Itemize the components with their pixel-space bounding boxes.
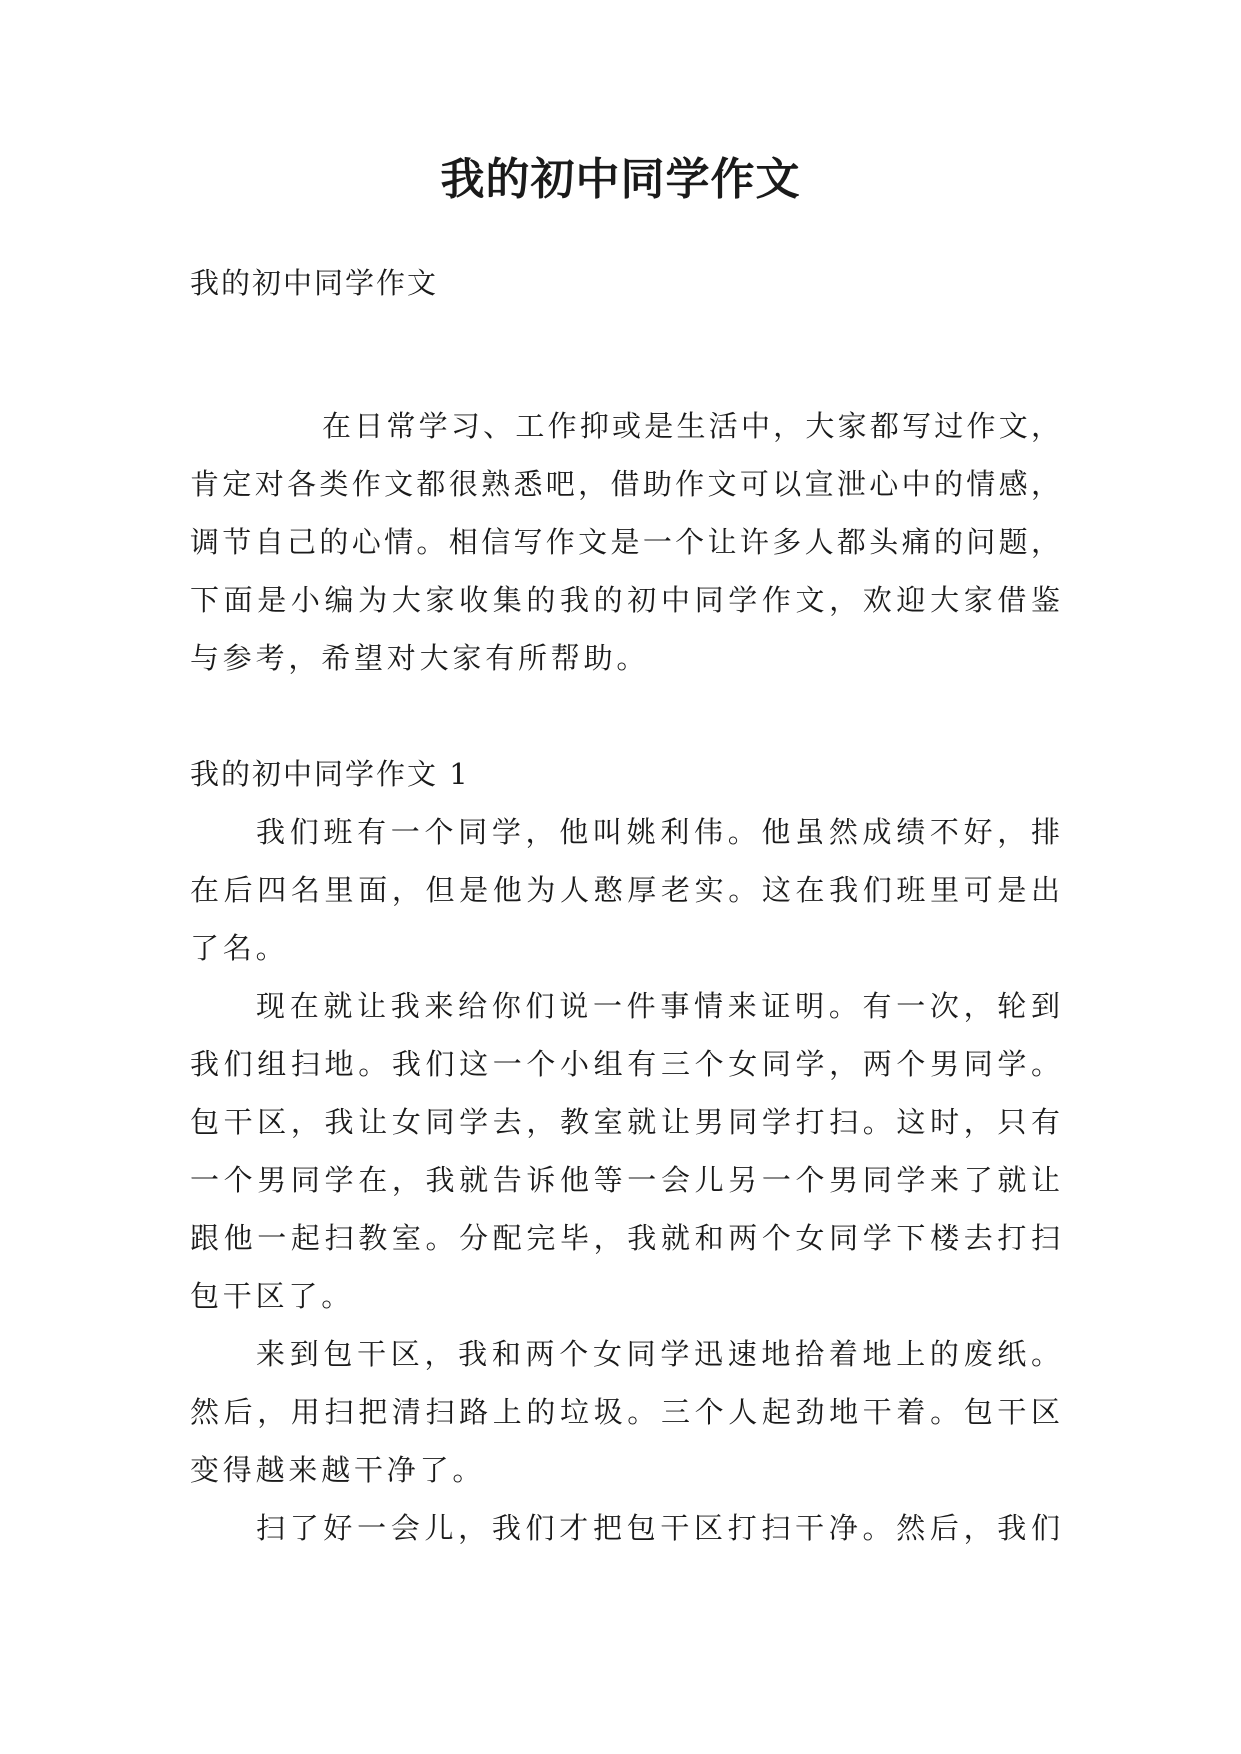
paragraph-line: 在后四名里面，但是他为人憨厚老实。这在我们班里可是出 — [190, 873, 1060, 907]
document-subtitle: 我的初中同学作文 — [190, 266, 439, 300]
paragraph-line: 包干区，我让女同学去，教室就让男同学打扫。这时，只有 — [190, 1105, 1060, 1139]
paragraph-line: 我们组扫地。我们这一个小组有三个女同学，两个男同学。 — [190, 1047, 1060, 1081]
section-heading: 我的初中同学作文 1 — [190, 757, 470, 791]
intro-line: 调节自己的心情。相信写作文是一个让许多人都头痛的问题， — [190, 525, 1060, 559]
paragraph-line: 我们班有一个同学，他叫姚利伟。他虽然成绩不好，排 — [256, 815, 1060, 849]
paragraph-line: 一个男同学在，我就告诉他等一会儿另一个男同学来了就让 — [190, 1163, 1060, 1197]
paragraph-line: 跟他一起扫教室。分配完毕，我就和两个女同学下楼去打扫 — [190, 1221, 1060, 1255]
intro-line: 在日常学习、工作抑或是生活中，大家都写过作文， — [322, 409, 1060, 443]
paragraph-line: 来到包干区，我和两个女同学迅速地拾着地上的废纸。 — [256, 1337, 1060, 1371]
paragraph-line: 包干区了。 — [190, 1279, 355, 1313]
intro-line: 与参考，希望对大家有所帮助。 — [190, 641, 650, 675]
intro-line: 下面是小编为大家收集的我的初中同学作文，欢迎大家借鉴 — [190, 583, 1060, 617]
intro-line: 肯定对各类作文都很熟悉吧，借助作文可以宣泄心中的情感， — [190, 467, 1060, 501]
document-title: 我的初中同学作文 — [440, 154, 801, 205]
paragraph-line: 然后，用扫把清扫路上的垃圾。三个人起劲地干着。包干区 — [190, 1395, 1060, 1429]
paragraph-line: 现在就让我来给你们说一件事情来证明。有一次，轮到 — [256, 989, 1060, 1023]
paragraph-line: 扫了好一会儿，我们才把包干区打扫干净。然后，我们 — [256, 1511, 1060, 1545]
paragraph-line: 了名。 — [190, 931, 289, 965]
paragraph-line: 变得越来越干净了。 — [190, 1453, 486, 1487]
